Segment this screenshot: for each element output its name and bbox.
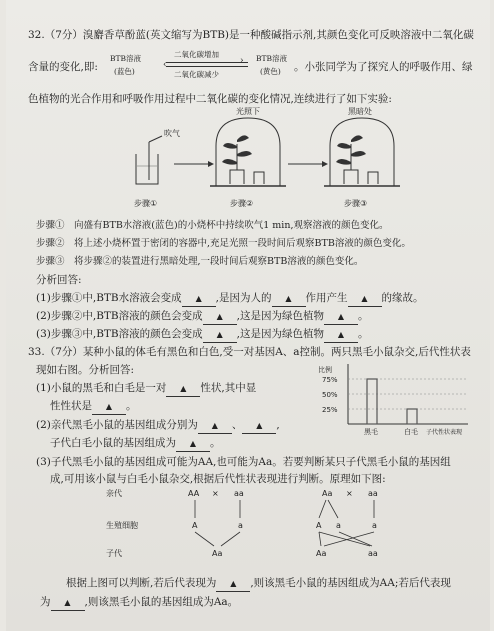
y-tick-label: 75%	[322, 376, 338, 384]
answer-2: (2)步骤②中,BTB溶液的颜色会变成 ▲ ,这是因为绿色植物 ▲ 。	[36, 309, 369, 325]
genetic-cross-diagram	[106, 484, 426, 564]
eq-left-bottom: (蓝色)	[114, 67, 135, 76]
answer-blank[interactable]: ▲	[242, 418, 276, 434]
step3-text: 步骤③ 将步骤②的装置进行黑暗处理,一段时间后观察BTB溶液的颜色变化。	[36, 256, 364, 267]
answer-blank[interactable]: ▲	[51, 595, 85, 611]
right-parent-1: Aa	[322, 489, 333, 498]
q32-intro-line1: 32.（7分）溴麝香草酚蓝(英文缩写为BTB)是一种酸碱指示剂,其颜色变化可反映溶液中二氧化碳	[28, 29, 474, 41]
left-gamete-2: a	[238, 521, 243, 530]
analysis-label: 分析回答:	[36, 274, 82, 286]
label-light: 光照下	[236, 107, 260, 116]
q33-sub1-cont: 性性状是 ▲ 。	[50, 399, 137, 415]
eq-backward-arrow	[166, 66, 248, 67]
q33-intro-line1: 33.（7分）某种小鼠的体毛有黑色和白色,受一对基因A、a控制。两只黑毛小鼠杂交,后代性状表	[28, 346, 471, 358]
experiment-figure	[126, 106, 426, 214]
y-axis-label: 比例	[318, 366, 332, 374]
q32-intro-line2-end: 。小张同学为了探究人的呼吸作用、绿	[294, 61, 473, 73]
answer-blank[interactable]: ▲	[272, 291, 306, 307]
answer-blank[interactable]: ▲	[216, 576, 250, 592]
answer-blank[interactable]: ▲	[324, 327, 358, 343]
row-label-parents: 亲代	[106, 489, 122, 498]
bar	[367, 379, 377, 424]
q33-final-line1: 根据上图可以判断,若后代表现为 ▲ ,则该黑毛小鼠的基因组成为AA;若后代表现	[66, 576, 451, 592]
y-tick-label: 50%	[322, 391, 338, 399]
left-cross-sign: ×	[212, 489, 219, 498]
answer-blank[interactable]: ▲	[348, 291, 382, 307]
eq-right-bottom: (黄色)	[260, 67, 281, 76]
right-cross-sign: ×	[346, 489, 353, 498]
x-axis-label: 子代性状表现	[426, 429, 463, 436]
q33-final-line2: 为 ▲ ,则该黑毛小鼠的基因组成为Aa。	[40, 595, 238, 611]
eq-arrow-top: 二氧化碳增加	[174, 50, 219, 59]
row-label-gametes: 生殖细胞	[106, 521, 138, 530]
offspring-ratio-chart	[306, 360, 476, 446]
x-tick-label: 白毛	[404, 428, 418, 436]
left-parent-2: aa	[234, 489, 244, 498]
q32-intro-line3: 色植物的光合作用和呼吸作用过程中二氧化碳的变化情况,连续进行了如下实验:	[28, 93, 392, 105]
label-step3: 步骤③	[344, 199, 368, 208]
row-label-offspring: 子代	[106, 549, 122, 558]
label-step1: 步骤①	[134, 199, 158, 208]
beaker-icon	[136, 136, 162, 184]
left-parent-1: AA	[188, 489, 200, 498]
q33-sub3-line2: 成,可用该小鼠与白毛小鼠杂交,根据后代性状表现进行判断。原理如下图:	[50, 473, 386, 485]
eq-right-top: BTB溶液	[256, 54, 288, 63]
q33-sub2-cont: 子代白毛小鼠的基因组成为 ▲ 。	[50, 436, 221, 452]
answer-1: (1)步骤①中,BTB水溶液会变成 ▲ ,是因为人的 ▲ 作用产生 ▲ 的缘故。	[36, 291, 424, 307]
right-parent-2: aa	[368, 489, 378, 498]
answer-blank[interactable]: ▲	[182, 291, 216, 307]
label-step2: 步骤②	[230, 199, 254, 208]
left-gamete-1: A	[192, 521, 198, 530]
eq-backward-arrowhead: ‹	[163, 60, 167, 70]
bar	[407, 409, 417, 424]
x-tick-label: 黑毛	[364, 428, 378, 436]
right-gamete-1: A	[316, 521, 322, 530]
answer-blank[interactable]: ▲	[324, 309, 358, 325]
y-tick-label: 25%	[322, 406, 338, 414]
right-gamete-2: a	[336, 521, 341, 530]
answer-blank[interactable]: ▲	[92, 399, 126, 415]
step2-text: 步骤② 将上述小烧杯置于密闭的容器中,充足光照一段时间后观察BTB溶液的颜色变化。	[36, 238, 411, 249]
answer-blank[interactable]: ▲	[203, 309, 237, 325]
answer-3: (3)步骤③中,BTB溶液的颜色会变成 ▲ ,这是因为绿色植物 ▲ 。	[36, 327, 369, 343]
bell-jar-dark-icon	[324, 118, 400, 186]
q33-sub2: (2)亲代黑毛小鼠的基因组成分别为 ▲ 、 ▲ ,	[36, 418, 280, 434]
cross-arrows	[195, 500, 374, 546]
right-offspring-2: aa	[368, 549, 378, 558]
q32-intro-line2-start: 含量的变化,即:	[28, 61, 98, 73]
exam-page	[6, 0, 490, 631]
eq-forward-arrowhead: ›	[240, 56, 244, 66]
eq-arrow-bottom: 二氧化碳减少	[174, 70, 219, 79]
label-blow: 吹气	[164, 129, 180, 138]
right-offspring-1: Aa	[316, 549, 327, 558]
answer-blank[interactable]: ▲	[176, 436, 210, 452]
eq-forward-arrow	[166, 62, 248, 63]
q33-sub3-line1: (3)子代黑毛小鼠的基因组成可能为AA,也可能为Aa。若要判断某只子代黑毛小鼠的基因组	[36, 456, 451, 468]
eq-left-top: BTB溶液	[110, 54, 142, 63]
answer-blank[interactable]: ▲	[198, 418, 232, 434]
answer-blank[interactable]: ▲	[203, 327, 237, 343]
bell-jar-light-icon	[210, 118, 286, 186]
q33-sub1: (1)小鼠的黑毛和白毛是一对 ▲ 性状,其中显	[36, 381, 256, 397]
label-dark: 黑暗处	[348, 107, 372, 116]
answer-blank[interactable]: ▲	[166, 381, 200, 397]
step1-text: 步骤① 向盛有BTB水溶液(蓝色)的小烧杯中持续吹气1 min,观察溶液的颜色变化。	[36, 220, 389, 231]
left-offspring: Aa	[212, 549, 223, 558]
q33-intro-line2: 现如右图。分析回答:	[36, 364, 135, 376]
right-gamete-3: a	[372, 521, 377, 530]
